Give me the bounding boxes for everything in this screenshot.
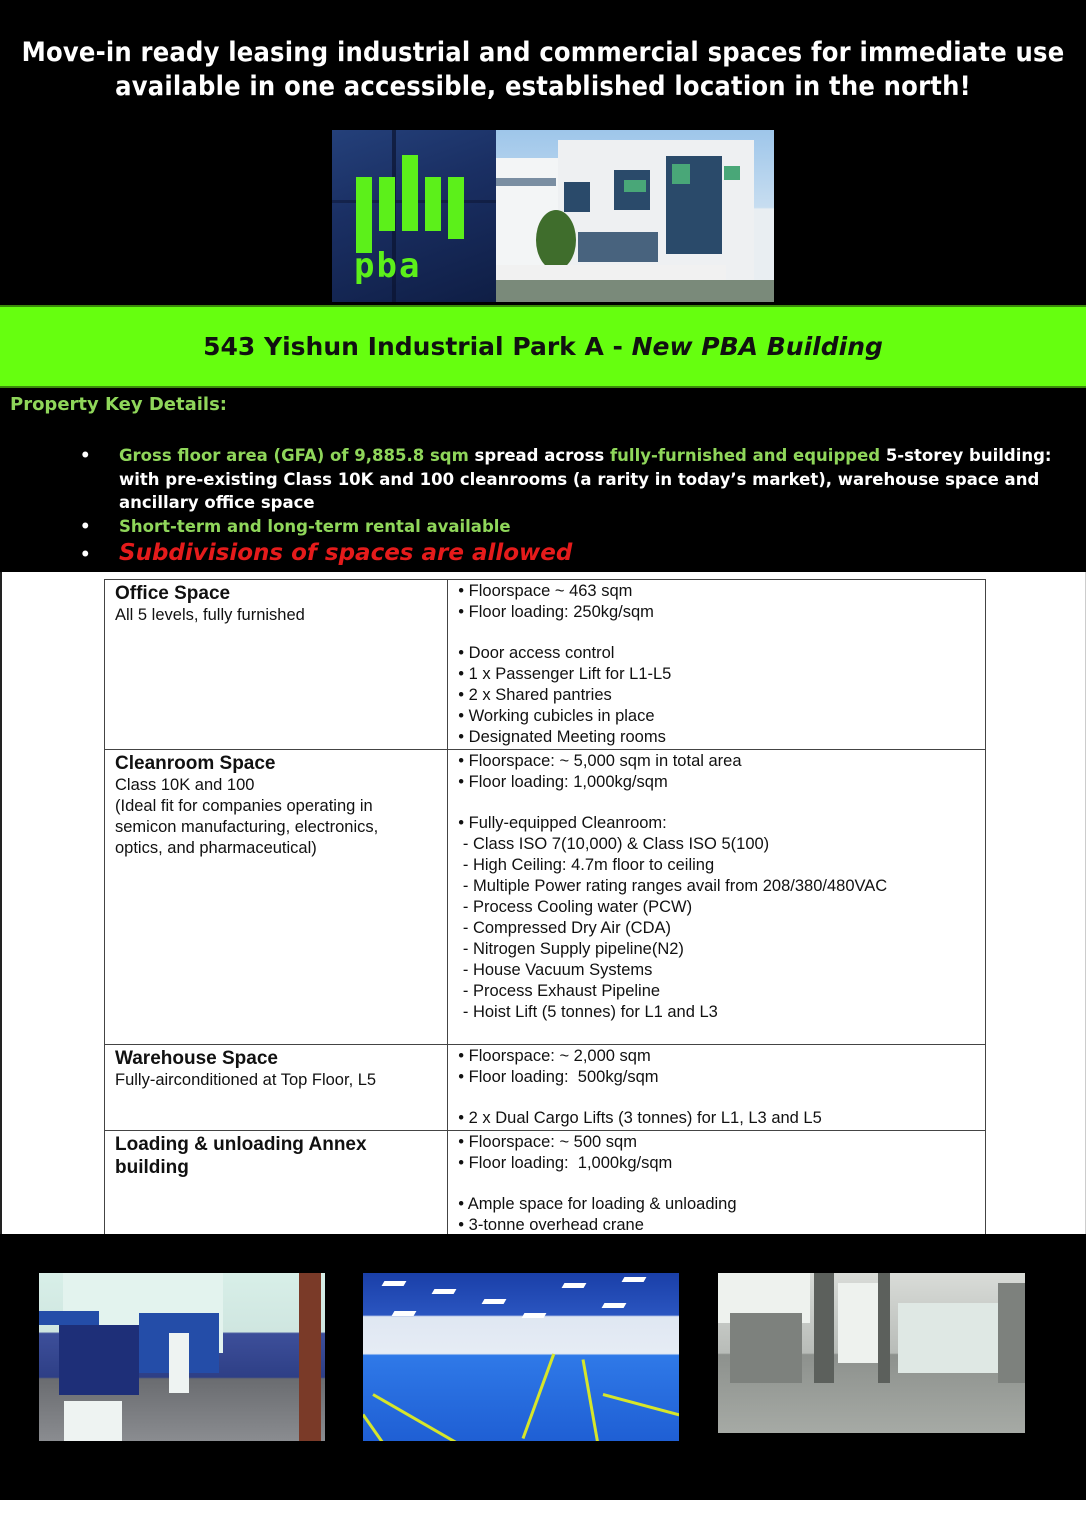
logo-bar-icon xyxy=(402,155,418,231)
key-detail-subdivision: • Subdivisions of spaces are allowed xyxy=(80,538,1060,568)
space-details-cell: • Floorspace ~ 463 sqm • Floor loading: 250kg/sqm • Door access control • 1 x Passenger Lift for L1-L5 • 2 x Shared pantries • Working cubicles in place • Designated Meeting rooms xyxy=(448,580,986,750)
space-name-cell: Loading & unloading Annex building xyxy=(105,1131,448,1238)
logo-text: pba xyxy=(354,246,422,286)
spaces-table xyxy=(104,579,986,1238)
space-details-cell: • Floorspace: ~ 500 sqm • Floor loading: 1,000kg/sqm • Ample space for loading & unloading • 3-tonne overhead crane xyxy=(448,1131,986,1238)
space-name-cell: Cleanroom Space Class 10K and 100 (Ideal fit for companies operating in semicon manufacturing, electronics, optics, and pharmaceutical) xyxy=(105,750,448,1045)
space-title: Warehouse Space xyxy=(115,1048,278,1069)
table-row xyxy=(105,1131,986,1238)
space-name-cell: Office Space All 5 levels, fully furnished xyxy=(105,580,448,750)
key-details-list xyxy=(80,444,1060,568)
office-interior-photo xyxy=(39,1273,325,1441)
space-title: Cleanroom Space xyxy=(115,753,276,774)
cleanroom-interior-photo xyxy=(363,1273,679,1441)
space-details-cell: • Floorspace: ~ 5,000 sqm in total area • Floor loading: 1,000kg/sqm • Fully-equipped Cleanroom: - Class ISO 7(10,000) & Class ISO 5(100) - High Ceiling: 4.7m floor to ceiling - Multiple Power rating ranges avail from 208/380/480VAC - Process Cooling water (PCW) - Compressed Dry Air (CDA) - Nitrogen Supply pipeline(N2) - House Vacuum Systems - Process Exhaust Pipeline - Hoist Lift (5 tonnes) for L1 and L3 xyxy=(448,750,986,1045)
space-name-cell: Warehouse Space Fully-airconditioned at Top Floor, L5 xyxy=(105,1045,448,1131)
bullet-icon: • xyxy=(80,516,91,536)
bullet-icon: • xyxy=(80,446,91,465)
logo-bar-icon xyxy=(425,177,441,231)
logo-bar-icon xyxy=(379,177,395,231)
key-details-title: Property Key Details: xyxy=(10,394,228,415)
headline-line-2: available in one accessible, established location in the north! xyxy=(115,71,971,102)
hero-images xyxy=(332,130,774,302)
bullet-icon: • xyxy=(80,545,91,564)
headline-line-1: Move-in ready leasing industrial and commercial spaces for immediate use xyxy=(21,37,1065,68)
table-row xyxy=(105,750,986,1045)
address-building-name: New PBA Building xyxy=(631,332,883,361)
space-title: Loading & unloading Annex xyxy=(115,1134,367,1155)
key-detail-gfa: • Gross floor area (GFA) of 9,885.8 sqm spread across fully-furnished and equipped 5-storey building: with pre-existing Class 10K and 100 cleanrooms (a rarity in today’s market), warehouse space and ancillary office space xyxy=(80,446,1052,512)
space-details-cell: • Floorspace: ~ 2,000 sqm • Floor loading: 500kg/sqm • 2 x Dual Cargo Lifts (3 tonnes) for L1, L3 and L5 xyxy=(448,1045,986,1131)
address-main: 543 Yishun Industrial Park A - xyxy=(203,332,632,361)
property-address xyxy=(0,330,1086,364)
space-title: Office Space xyxy=(115,583,231,604)
building-exterior-photo xyxy=(496,130,774,302)
key-detail-rental: • Short-term and long-term rental available xyxy=(80,515,1060,539)
warehouse-interior-photo xyxy=(718,1273,1025,1433)
logo-bar-icon xyxy=(448,177,464,239)
table-row xyxy=(105,1045,986,1131)
headline xyxy=(0,36,1086,104)
table-row xyxy=(105,580,986,750)
logo-bar-icon xyxy=(356,177,372,253)
pba-logo xyxy=(332,130,496,302)
